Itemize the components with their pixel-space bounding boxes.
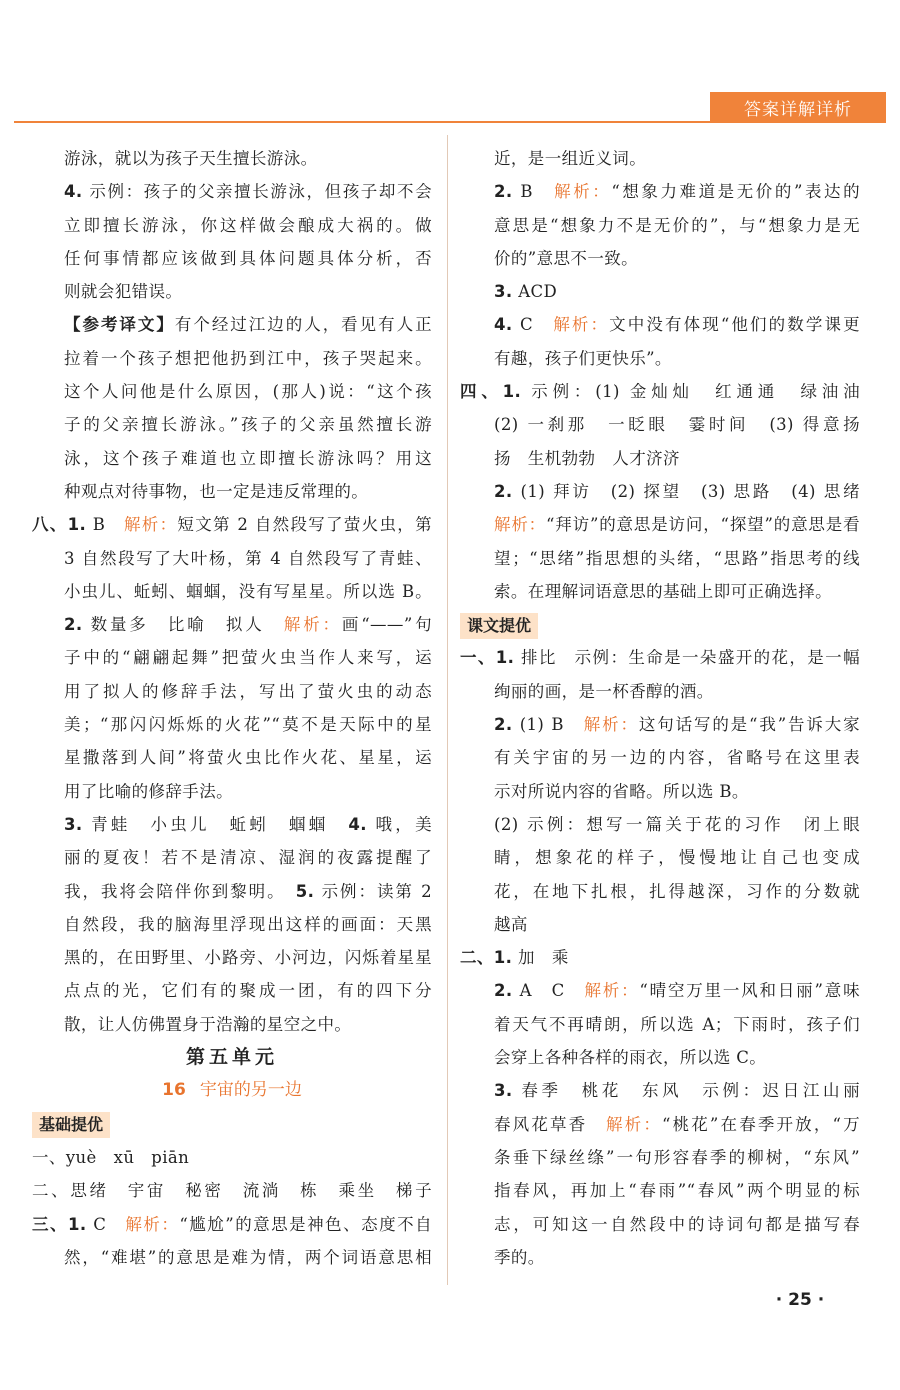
question-2-3: 3. 春季 桃花 东风 示例：迟日江山丽 bbox=[494, 1081, 860, 1101]
left-column bbox=[32, 142, 432, 1274]
text-line: 3 自然段写了大叶杨，第 4 自然段写了青蛙、 bbox=[64, 548, 432, 568]
question-4-1: 四、1. 示例：(1) 金灿灿 红通通 绿油油 bbox=[460, 382, 860, 402]
analysis-label: 解析： bbox=[606, 1114, 662, 1134]
text-line: 指春风，再加上“春雨”“春风”两个明显的标 bbox=[494, 1181, 860, 1201]
analysis-label: 解析： bbox=[123, 515, 178, 535]
page-number: · 25 · bbox=[775, 1290, 825, 1310]
text-line: 花，在地下扎根，扎得越深，习作的分数就 bbox=[494, 881, 860, 901]
text-line: 有关宇宙的另一边的内容，省略号在这里表 bbox=[494, 748, 860, 768]
question-3-1: 三、1. C 解析：“尴尬”的意思是神色、态度不自 bbox=[32, 1214, 432, 1234]
text-line: (2) 示例：想写一篇关于花的习作 闭上眼 bbox=[494, 814, 860, 834]
text-line: 索。在理解词语意思的基础上即可正确选择。 bbox=[494, 581, 832, 601]
question-1-2: 2. (1) B 解析：这句话写的是“我”告诉大家 bbox=[494, 715, 860, 735]
text-line: 这个人问他是什么原因，(那人)说：“这个孩 bbox=[64, 382, 432, 402]
text-line: 会穿上各种各样的雨衣，所以选 C。 bbox=[494, 1048, 767, 1068]
text-line: 条垂下绿丝绦”一句形容春季的柳树，“东风” bbox=[494, 1147, 860, 1167]
question-1: 一、yuè xū piān bbox=[32, 1147, 190, 1167]
answer-4: 4. 示例：孩子的父亲擅长游泳，但孩子却不会 bbox=[64, 182, 432, 202]
analysis-label: 解析： bbox=[554, 182, 612, 202]
reference-translation: 【参考译文】有个经过江边的人，看见有人正 bbox=[64, 315, 432, 335]
text-line: 季的。 bbox=[494, 1247, 545, 1267]
text-line: 子的父亲擅长游泳。”孩子的父亲虽然擅长游 bbox=[64, 415, 432, 435]
text-line: 黑的，在田野里、小路旁、小河边，闪烁着星星 bbox=[64, 948, 432, 968]
question-8-3: 3. 青蛙 小虫儿 蚯蚓 蝈蝈 4. 哦，美 bbox=[64, 814, 432, 834]
text-line: 泳，这个孩子难道也立即擅长游泳吗？用这 bbox=[64, 448, 432, 468]
analysis-label: 解析： bbox=[583, 715, 639, 735]
text-line: 星撒落到人间”将萤火虫比作火花、星星，运 bbox=[64, 748, 432, 768]
text-line: 种观点对待事物，也一定是违反常理的。 bbox=[64, 481, 369, 501]
text-line: 拉着一个孩子想把他扔到江中，孩子哭起来。 bbox=[64, 348, 432, 368]
text-line: 用了拟人的修辞手法，写出了萤火虫的动态 bbox=[64, 681, 432, 701]
text-line: 小虫儿、蚯蚓、蝈蝈，没有写星星。所以选 B。 bbox=[64, 581, 432, 601]
question-2-2: 2. A C 解析：“晴空万里一风和日丽”意味 bbox=[494, 981, 860, 1001]
text-line: 用了比喻的修辞手法。 bbox=[64, 781, 233, 801]
question-1-1: 一、1. 排比 示例：生命是一朵盛开的花，是一幅 bbox=[460, 648, 860, 668]
text-line: 自然段，我的脑海里浮现出这样的画面：天黑 bbox=[64, 914, 432, 934]
analysis-label: 解析： bbox=[584, 981, 640, 1001]
question-3-3: 3. ACD bbox=[494, 282, 558, 302]
analysis-label: 解析： bbox=[283, 615, 342, 635]
analysis-label: 解析： bbox=[125, 1214, 180, 1234]
section-heading-basic: 基础提优 bbox=[32, 1108, 432, 1141]
text-line: 然，“难堪”的意思是难为情，两个词语意思相 bbox=[64, 1247, 432, 1267]
text-line: (2) 一刹那 一眨眼 霎时间 (3) 得意扬 bbox=[494, 415, 860, 435]
section-label-band bbox=[710, 92, 886, 122]
text-line: 示对所说内容的省略。所以选 B。 bbox=[494, 781, 749, 801]
column-divider bbox=[447, 135, 448, 1285]
text-line: 散，让人仿佛置身于浩瀚的星空之中。 bbox=[64, 1014, 352, 1034]
question-8-1: 八、1. B 解析：短文第 2 自然段写了萤火虫，第 bbox=[32, 515, 432, 535]
text-line: 望；“思绪”指思想的头绪，“思路”指思考的线 bbox=[494, 548, 860, 568]
question-8-2: 2. 数量多 比喻 拟人 解析：画“——”句 bbox=[64, 615, 432, 635]
analysis-label: 解析： bbox=[553, 315, 610, 335]
question-3-4: 4. C 解析：文中没有体现“他们的数学课更 bbox=[494, 315, 860, 335]
header-rule bbox=[14, 121, 886, 123]
text-line: 绚丽的画，是一杯香醇的酒。 bbox=[494, 681, 714, 701]
question-8-5: 我，我将会陪伴你到黎明。 5. 示例：读第 2 bbox=[64, 881, 432, 901]
lesson-title: 16 宇宙的另一边 bbox=[162, 1080, 302, 1101]
question-4-2: 2. (1) 拜访 (2) 探望 (3) 思路 (4) 思绪 bbox=[494, 481, 860, 501]
text-line: 有趣，孩子们更快乐”。 bbox=[494, 348, 672, 368]
text-line: 则就会犯错误。 bbox=[64, 282, 183, 302]
text-line: 游泳，就以为孩子天生擅长游泳。 bbox=[64, 149, 318, 168]
text-line: 立即擅长游泳，你这样做会酿成大祸的。做 bbox=[64, 215, 432, 235]
unit-title: 第五单元 bbox=[185, 1046, 278, 1069]
text-line: 任何事情都应该做到具体问题具体分析，否 bbox=[64, 248, 432, 268]
text-line: 美；“那闪闪烁烁的火花”“莫不是天际中的星 bbox=[64, 715, 432, 735]
question-2-1: 二、1. 加 乘 bbox=[460, 948, 569, 968]
text-line: 意思是“想象力不是无价的”，与“想象力是无 bbox=[494, 215, 860, 235]
text-line: 丽的夏夜！若不是清凉、湿润的夜露提醒了 bbox=[64, 848, 432, 868]
text-line: 睛，想象花的样子，慢慢地让自己也变成 bbox=[494, 848, 860, 868]
text-line: 子中的“翩翩起舞”把萤火虫当作人来写，运 bbox=[64, 648, 432, 668]
analysis-line: 解析：“拜访”的意思是访问，“探望”的意思是看 bbox=[494, 515, 860, 535]
section-heading-text: 课文提优 bbox=[460, 608, 860, 641]
text-line: 着天气不再晴朗，所以选 A；下雨时，孩子们 bbox=[494, 1014, 860, 1034]
section-label: 答案详解详析 bbox=[744, 99, 852, 120]
analysis-line: 春风花草香 解析：“桃花”在春季开放，“万 bbox=[494, 1114, 860, 1134]
analysis-label: 解析： bbox=[494, 515, 547, 535]
text-line: 近，是一组近义词。 bbox=[494, 149, 647, 168]
text-line: 志，可知这一自然段中的诗词句都是描写春 bbox=[494, 1214, 860, 1234]
text-line: 扬 生机勃勃 人才济济 bbox=[494, 448, 680, 468]
text-line: 点点的光，它们有的聚成一团，有的四下分 bbox=[64, 981, 432, 1001]
text-line: 越高 bbox=[494, 914, 528, 934]
question-3-2: 2. B 解析：“想象力难道是无价的”表达的 bbox=[494, 182, 860, 202]
right-column bbox=[460, 142, 860, 1274]
text-line: 价的”意思不一致。 bbox=[494, 248, 639, 268]
question-2: 二、思绪 宇宙 秘密 流淌 栋 乘坐 梯子 bbox=[32, 1181, 432, 1201]
